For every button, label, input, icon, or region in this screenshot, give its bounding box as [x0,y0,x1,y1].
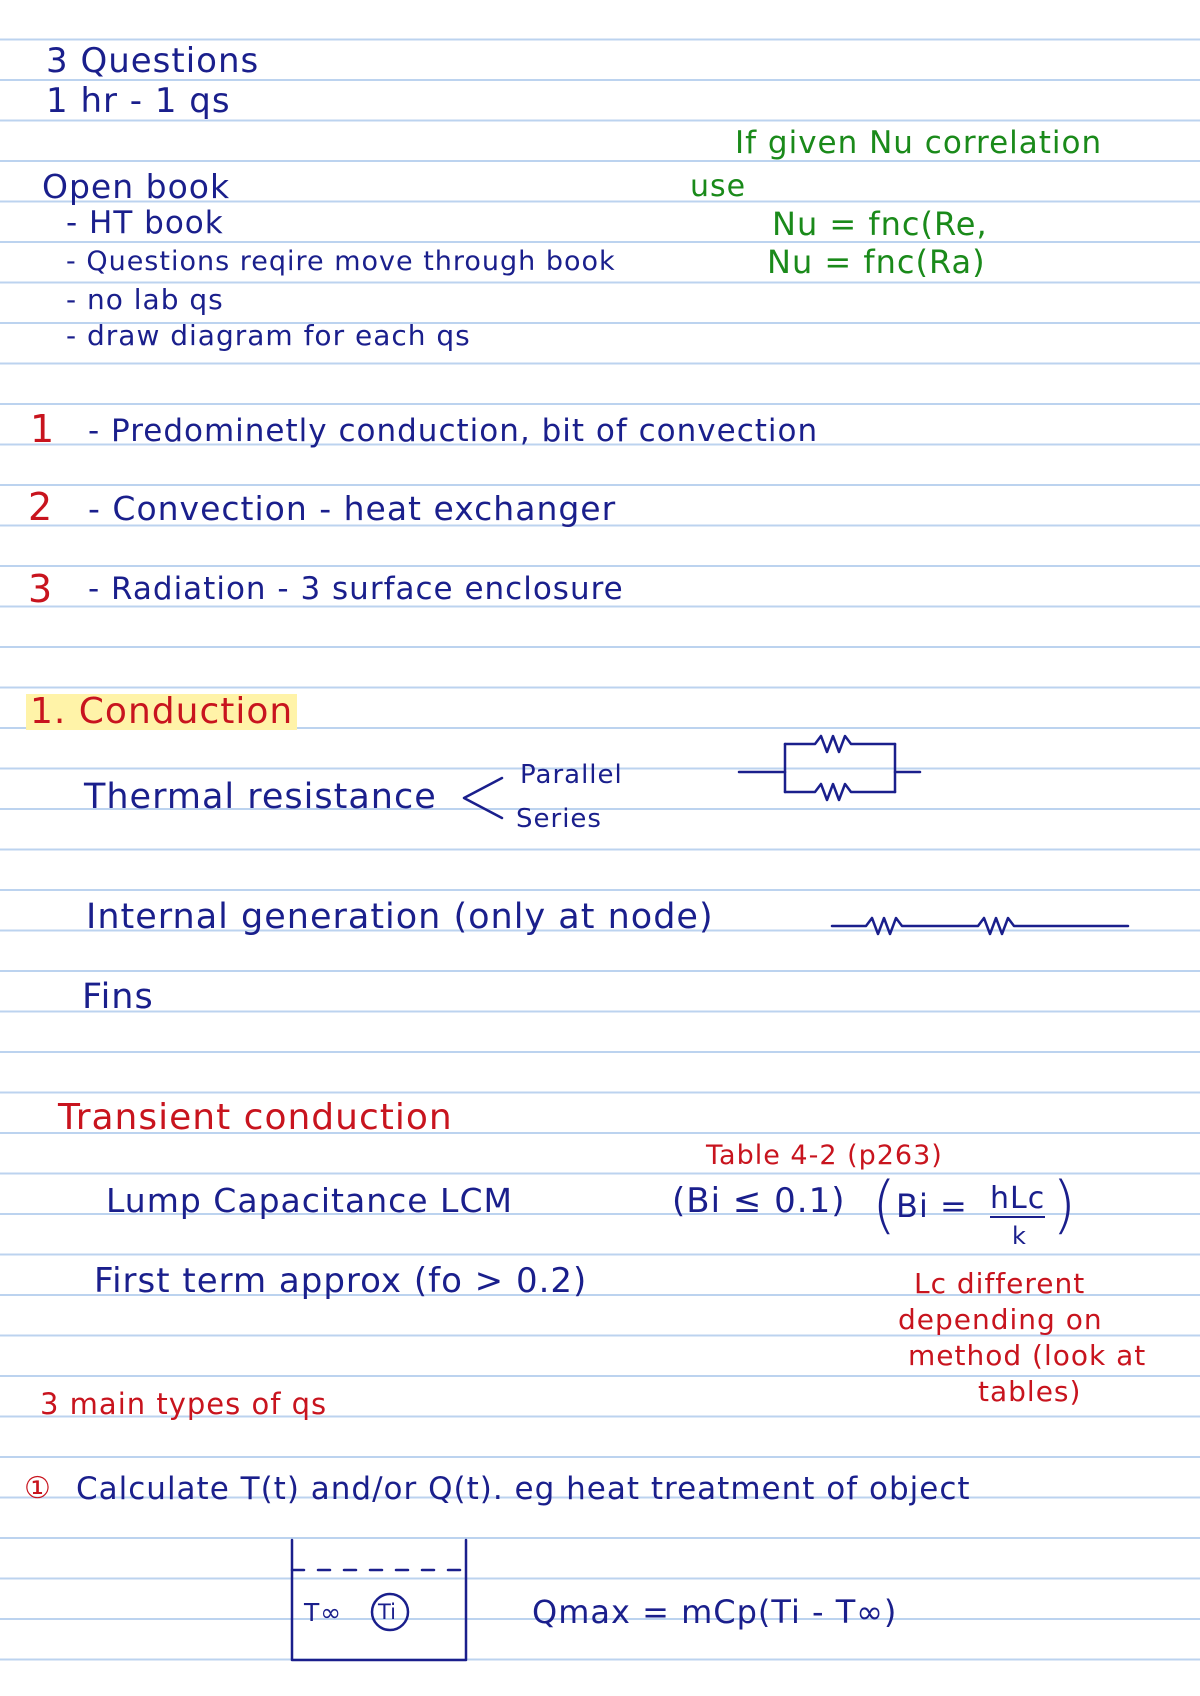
nu-note-line-2: use [690,169,747,204]
nu-note-line-1: If given Nu correlation [735,125,1103,161]
bi-right-paren: ) [1052,1168,1078,1241]
open-book-item: - HT book [66,205,224,241]
question-topic: - Predominetly conduction, bit of convection [88,413,819,449]
diagram-t-infinity-label: T∞ [304,1598,343,1627]
open-book-item: - no lab qs [66,283,224,316]
question-number: 2 [28,485,54,529]
internal-generation-label: Internal generation (only at node) [86,897,714,937]
branch-series-label: Series [516,804,602,834]
first-term-label: First term approx (fo > 0.2) [94,1261,588,1301]
fins-label: Fins [82,977,154,1017]
bi-denominator: k [1012,1222,1027,1250]
bi-numerator: hLc [990,1181,1046,1216]
open-book-item: - Questions reqire move through book [66,246,616,277]
series-resistor-diagram [828,910,1138,940]
open-book-item: - draw diagram for each qs [66,319,471,352]
header-line-2: 1 hr - 1 qs [46,81,231,121]
parallel-resistor-diagram [735,730,925,800]
bi-definition [872,1168,1082,1254]
bi-condition: (Bi ≤ 0.1) [672,1181,846,1221]
header-line-1: 3 Questions [46,41,260,81]
nu-equation-re: Nu = fnc(Re, [772,205,988,243]
question-number: 1 [30,407,56,451]
diagram-ti-label: Ti [378,1600,397,1624]
question-topic: - Radiation - 3 surface enclosure [88,571,624,607]
open-book-title: Open book [42,167,231,206]
nu-equation-ra: Nu = fnc(Ra) [767,243,986,281]
bi-left-paren: ( [872,1168,898,1241]
question-topic: - Convection - heat exchanger [88,489,617,528]
type-1-description: Calculate T(t) and/or Q(t). eg heat treatment of object [76,1471,971,1507]
lc-note-line: tables) [978,1375,1082,1408]
branch-bracket-icon [458,772,508,822]
table-reference: Table 4-2 (p263) [706,1140,943,1171]
branch-parallel-label: Parallel [520,760,623,790]
main-types-label: 3 main types of qs [40,1387,328,1421]
lumped-capacitance-label: Lump Capacitance LCM [106,1181,513,1220]
thermal-resistance-label: Thermal resistance [84,777,437,817]
question-number: 3 [28,567,54,611]
qmax-equation: Qmax = mCp(Ti - T∞) [532,1593,898,1631]
conduction-heading: 1. Conduction [26,694,297,730]
lc-note-line: Lc different [914,1267,1086,1300]
bi-definition-lhs: Bi = [896,1187,968,1225]
transient-heading: Transient conduction [58,1097,453,1138]
lc-note-line: method (look at [908,1339,1147,1372]
lc-note-line: depending on [898,1303,1103,1336]
type-1-marker: ① [24,1471,52,1506]
